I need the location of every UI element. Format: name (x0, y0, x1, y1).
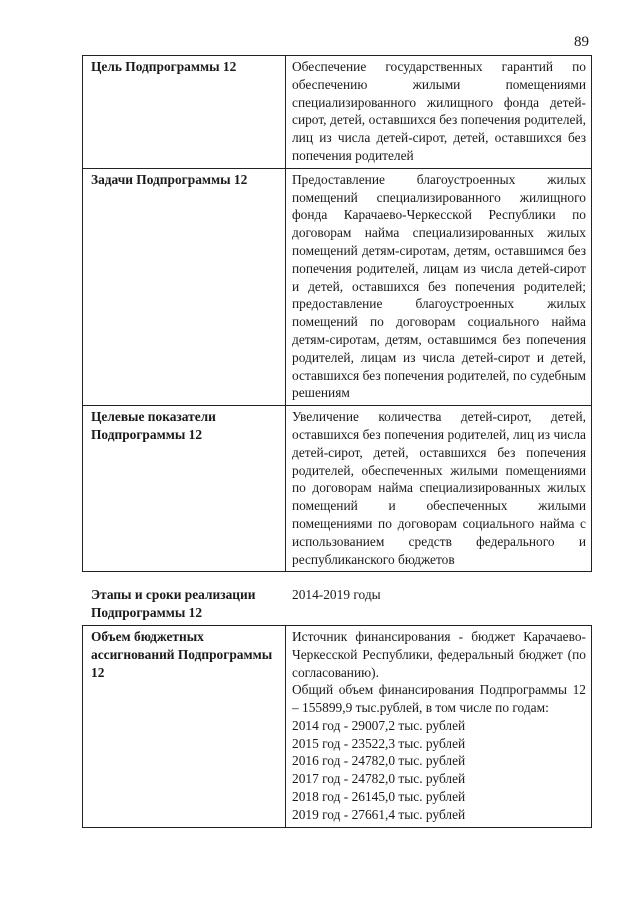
tasks-value: Предоставление благоустроенных жилых помещений специализированного жилищного фонда Карачаево-Черкесской Республики по договорам найма специализированных жилых помещений детям-сиротам, детям, оставшимся без попечения родителей, лицам из числа детей-сирот и детей, оставшихся без попечения родителей; предоставление благоустроенных жилых помещений по договорам социального найма детям-сиротам, детям, оставшимся без попечения родителей, лицам из числа детей-сирот и детей, оставшихся без попечения родителей, по судебным решениям (286, 168, 592, 405)
budget-year-2017: 2017 год - 24782,0 тыс. рублей (292, 771, 466, 787)
table-row-budget (83, 625, 592, 827)
budget-label: Объем бюджетных ассигнований Подпрограммы 12 (83, 625, 286, 827)
indicators-label: Целевые показатели Подпрограммы 12 (83, 406, 286, 572)
stages-value: 2014-2019 годы (286, 572, 592, 626)
page-number: 89 (574, 34, 589, 50)
indicators-value: Увеличение количества детей-сирот, детей, оставшихся без попечения родителей, лиц из числа детей-сирот, детей, оставшихся без попечения родителей, обеспеченных жилыми помещениями по договорам найма специализированных жилых помещений и обеспеченных жилыми помещениями по договорам социального найма с использованием средств федерального и республиканского бюджетов (286, 406, 592, 572)
table-row-stages (83, 572, 592, 626)
budget-year-2018: 2018 год - 26145,0 тыс. рублей (292, 789, 466, 805)
budget-year-2015: 2015 год - 23522,3 тыс. рублей (292, 735, 466, 751)
budget-value (286, 625, 592, 827)
tasks-label: Задачи Подпрограммы 12 (83, 168, 286, 405)
budget-year-2019: 2019 год - 27661,4 тыс. рублей (292, 806, 466, 822)
goal-label: Цель Подпрограммы 12 (83, 56, 286, 169)
budget-year-2016: 2016 год - 24782,0 тыс. рублей (292, 753, 466, 769)
table-row-indicators (83, 406, 592, 572)
goal-value: Обеспечение государственных гарантий по обеспечению жилыми помещениями специализированного жилищного фонда детей-сирот, детей, оставшихся без попечения родителей, лиц из числа детей-сирот, детей, оставшихся без попечения родителей (286, 56, 592, 169)
budget-total-text: Общий объем финансирования Подпрограммы 12 – 155899,9 тыс.рублей, в том числе по годам: (292, 682, 586, 716)
budget-source-text: Источник финансирования - бюджет Карачаево-Черкесской Республики, федеральный бюджет (по согласованию). (292, 628, 586, 680)
budget-year-2014: 2014 год - 29007,2 тыс. рублей (292, 717, 466, 733)
table-row-goal (83, 56, 592, 169)
stages-label: Этапы и сроки реализации Подпрограммы 12 (83, 572, 286, 626)
table-row-tasks (83, 168, 592, 405)
subprogram-passport-table (82, 55, 592, 828)
